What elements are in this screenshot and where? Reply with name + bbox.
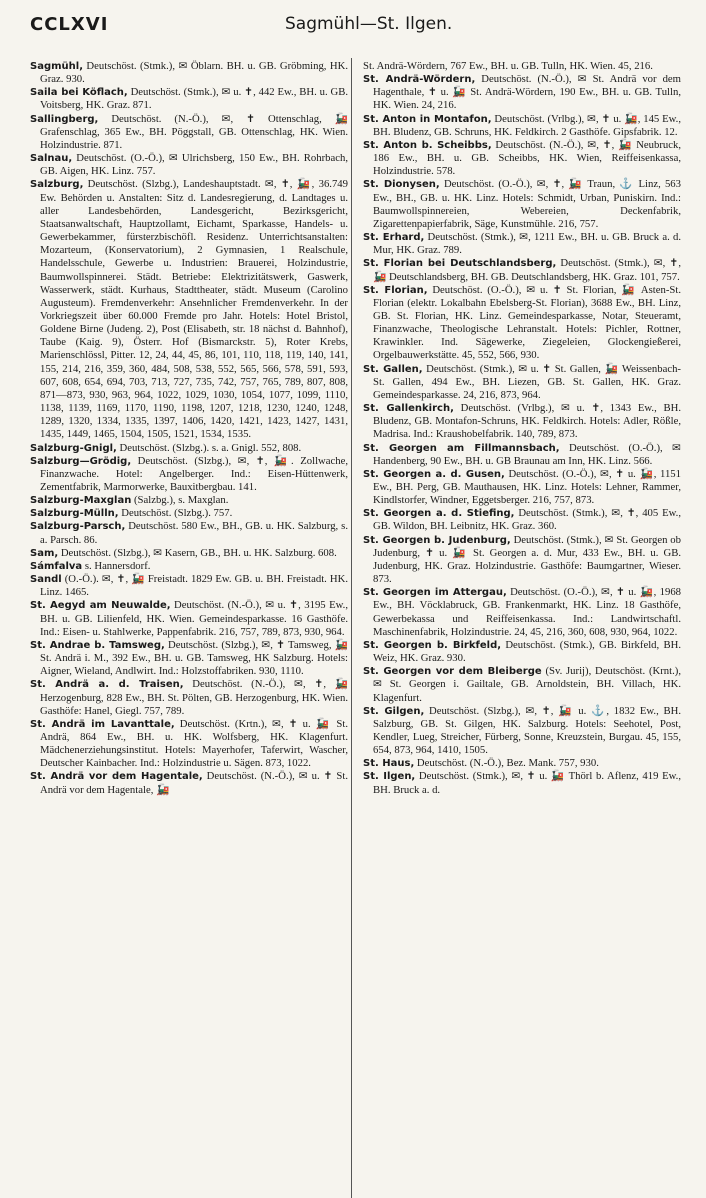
entry-text: Deutschöst. (Stmk.), ✉ u. ✝ St. Gallen, 🚂 Weissenbach-St. Gallen, 494 Ew., BH. Liezen, GB. St. Gallen, HK. Graz. Gemeindesparkasse. 24, 216, 873, 964. (373, 362, 681, 401)
gazetteer-entry (363, 468, 681, 507)
entry-text: (Sv. Jurij), Deutschöst. (Krnt.), ✉ St. Georgen i. Gailtale, GB. Arnoldstein, BH. Villach, HK. Klagenfurt. (373, 665, 681, 704)
entry-text: Deutschöst. (Slzbg.), Landeshauptstadt. ✉, ✝, 🚂, 36.749 Ew. Behörden u. Anstalten: Sitz d. Landesregierung, d. Landtages u. aller Landesbehörden, Landesgericht, Bezirksgericht, Staatsanwaltschaft, Hauptzollamt, Eichamt, Sparkasse, Handels- u. Gewerbekammer, fürsterzbischöfl. Residenz. Unterrichtsanstalten: Mozarteum, (Konservatorium), 2 Gymnasien, 1 Realschule, Handelsschule, Gewerbe u. Industrien: Brauerei, Holzindustrie, Baumwollspinnerei. Städt. Betriebe: Elektrizitätswerk, Gaswerk, Wasserwerk, städt. Kurhaus, Stadttheater, städt. Museum (Carolino Augusteum). Fremdenverkehr: Ansehnlicher Fremdenverkehr. In der Vorkriegszeit über 60.000 Fremde pro Jahr. Hotels: Hotel Bristol, Goldene Birne (Judeng. 2), Post (Elisabeth, str. 18 nächst d. Bahnhof), Taube (Kaig. 9), Österr. Hof (Bismarckstr. 5), Roter Krebs, Marienschlössl, Pitter. 12, 24, 44, 45, 86, 101, 110, 118, 119, 140, 141, 155, 214, 216, 359, 360, 484, 508, 538, 552, 565, 566, 578, 591, 593, 607, 608, 654, 694, 703, 713, 727, 735, 742, 757, 765, 789, 807, 808, 871—873, 930, 963, 964, 1022, 1029, 1030, 1054, 1077, 1099, 1110, 1138, 1139, 1169, 1170, 1190, 1198, 1207, 1218, 1230, 1240, 1248, 1289, 1320, 1334, 1335, 1397, 1406, 1420, 1421, 1423, 1427, 1431, 1435, 1449, 1465, 1504, 1505, 1521, 1534, 1535. (40, 178, 348, 441)
entry-text: Deutschöst. (Stmk.), ✉ St. Georgen ob Judenburg, ✝ u. 🚂 St. Georgen a. d. Mur, 433 Ew., BH. u. GB. Judenburg, HK. Graz. Holzindustrie. Gasthöfe: Baumgartner, Wieser. 873. (373, 533, 681, 586)
entry-headword: Salzburg-Gnigl, (30, 442, 117, 454)
entry-headword: Saila bei Köflach, (30, 87, 128, 99)
gazetteer-entry (30, 678, 348, 717)
entry-text: Deutschöst. (Stmk.), ✉ Öblarn. BH. u. GB. Gröbming, HK. Graz. 930. (40, 60, 348, 86)
entry-headword: St. Georgen a. d. Stiefing, (363, 508, 515, 520)
gazetteer-entry (363, 363, 681, 402)
entry-headword: St. Gallen, (363, 363, 423, 375)
entry-text: St. Andrä-Wördern, 767 Ew., BH. u. GB. Tulln, HK. Wien. 45, 216. (363, 60, 653, 72)
entry-headword: St. Anton in Montafon, (363, 113, 492, 125)
entry-text: Deutschöst. 580 Ew., BH., GB. u. HK. Salzburg, s. a. Parsch. 86. (40, 520, 348, 546)
gazetteer-entry (363, 639, 681, 665)
entry-headword: Salzburg, (30, 179, 84, 191)
entry-text: Deutschöst. (O.-Ö.), ✉ Handenberg, 90 Ew., BH. u. GB Braunau am Inn, HK. Linz. 566. (373, 441, 682, 467)
entry-headword: Salzburg-Parsch, (30, 521, 126, 533)
gazetteer-entry (30, 455, 348, 494)
entry-text: Deutschöst. (N.-Ö.), ✉ u. ✝, 3195 Ew., BH. u. GB. Lilienfeld, HK. Wien. Gemeindesparkasse. 16 Gasthöfe. Ind.: Eisen- u. Stahlwerke, Pappenfabrik. 216, 757, 789, 873, 930, 964. (40, 599, 348, 638)
entry-text: Deutschöst. (Vrlbg.), ✉, ✝ u. 🚂, 145 Ew., BH. Bludenz, GB. Schruns, HK. Feldkirch. 2 Gasthöfe. Gipsfabrik. 12. (373, 112, 682, 138)
gazetteer-entry (363, 534, 681, 587)
gazetteer-entry (30, 718, 348, 771)
entry-headword: St. Georgen am Fillmannsbach, (363, 442, 560, 454)
gazetteer-entry (30, 86, 348, 112)
entry-headword: St. Anton b. Scheibbs, (363, 139, 492, 151)
entry-headword: St. Gallenkirch, (363, 403, 454, 415)
entry-text: Deutschöst. (N.-Ö.), ✉, ✝ Ottenschlag, 🚂 Grafenschlag, 365 Ew., BH. Pöggstall, GB. Ottenschlag, HK. Wien. Holzindustrie. 871. (40, 112, 349, 151)
entry-text: Deutschöst. (Slzbg.), ✉, ✝, 🚂 u. ⚓, 1832 Ew., BH. Salzburg, GB. St. Gilgen, HK. Salzburg. Hotels: Seehotel, Post, Kendler, Lueg, Streicher, Fürberg, Sonne, Kreuzstein, Burgau. 45, 155, 654, 873, 964, 1410, 1505. (373, 704, 681, 757)
page-header (30, 14, 680, 40)
entry-text: Deutschöst. (Slzbg.), ✉ Kasern, GB., BH. u. HK. Salzburg. 608. (60, 546, 337, 559)
gazetteer-entry (30, 178, 348, 441)
entry-text: Deutschöst. (Stmk.), ✉, 1211 Ew., BH. u. GB. Bruck a. d. Mur, HK. Graz. 789. (373, 231, 681, 257)
entry-headword: St. Georgen vor dem Bleiberge (363, 666, 542, 678)
entry-text: Deutschöst. (O.-Ö.), ✉ u. ✝ St. Florian, 🚂 Asten-St. Florian (elektr. Lokalbahn Ebelsberg-St. Florian), 3688 Ew., BH. Linz, GB. St. Florian, HK. Linz. Gemeindesparkasse, Notar, Steueramt, Finanzwache, Theologische Lehranstalt. Hotels: Pichler, Rottner, Krawinkler. Ind. Sägewerke, Ziegeleien, Glockengießerei, Orgelbauwerkstätte. 45, 552, 566, 930. (373, 283, 681, 362)
entry-text: Deutschöst. (N.-Ö.), ✉ u. ✝ St. Andrä vor dem Hagentale, 🚂 (40, 770, 348, 796)
entry-text: Deutschöst. (O.-Ö.), ✉ Ulrichsberg, 150 Ew., BH. Rohrbach, GB. Aigen, HK. Linz. 757. (40, 152, 348, 178)
entry-text: (O.-Ö.). ✉, ✝, 🚂 Freistadt. 1829 Ew. GB. u. BH. Freistadt. HK. Linz. 1465. (40, 573, 348, 599)
entry-headword: Sandl (30, 574, 62, 586)
entry-text: Deutschöst. (Stmk.), ✉, ✝, 405 Ew., GB. Wildon, BH. Leibnitz, HK. Graz. 360. (373, 507, 681, 533)
entry-text: Deutschöst. (Stmk.), ✉, ✝ u. 🚂 Thörl b. Aflenz, 419 Ew., BH. Bruck a. d. (373, 770, 681, 796)
entry-text: s. Hannersdorf. (84, 559, 151, 572)
entry-headword: St. Andrä vor dem Hagentale, (30, 771, 203, 783)
left-column (30, 60, 348, 797)
entry-text: Deutschöst. (O.-Ö.), ✉, ✝ u. 🚂, 1151 Ew., BH. Perg, GB. Mauthausen, HK. Linz. Hotels: Lehner, Rammer, Kindlstorfer, Windner, Eggetsberger. 216, 757, 873. (373, 467, 681, 507)
entry-text: Deutschöst. (Slzbg.). s. a. Gnigl. 552, 808. (119, 441, 302, 454)
entry-headword: Salzburg—Grödig, (30, 455, 132, 467)
gazetteer-entry (363, 770, 681, 796)
gazetteer-entry (363, 442, 681, 468)
gazetteer-entry (30, 573, 348, 599)
gazetteer-entry (30, 113, 348, 152)
entry-headword: St. Erhard, (363, 232, 425, 244)
entry-text: Deutschöst. (Krtn.), ✉, ✝ u. 🚂 St. Andrä, 864 Ew., BH. u. HK. Wolfsberg, HK. Klagenfurt. Mädchenerziehungsinstitut. Hotels: Mayerhofer, Taferwirt, Wascher, Deutscher Kainbacher. Ind.: Holzindustrie u. Sägen. 873, 1022. (40, 717, 349, 770)
gazetteer-entry (30, 494, 348, 507)
gazetteer-entry (30, 507, 348, 520)
gazetteer-entry (30, 520, 348, 546)
entry-text: Deutschöst. (Vrlbg.), ✉ u. ✝, 1343 Ew., BH. Bludenz, GB. Montafon-Schruns, HK. Feldkirch. Hotels: Adler, Rößle, Madrisa. Ind.: Kraushobelfabrik. 140, 789, 873. (373, 402, 681, 441)
gazetteer-entry (363, 113, 681, 139)
gazetteer-entry (363, 284, 681, 363)
entry-headword: St. Andrae b. Tamsweg, (30, 639, 165, 651)
right-column (363, 60, 681, 797)
running-title: Sagmühl—St. Ilgen. (285, 14, 453, 34)
entry-headword: Sámfalva (30, 560, 83, 572)
entry-text: Deutschöst. (Stmk.), ✉, ✝, 🚂 Deutschlandsberg, BH. GB. Deutschlandsberg, HK. Graz. 101, 757. (373, 257, 682, 283)
gazetteer-entry (363, 73, 681, 112)
entry-headword: St. Georgen b. Judenburg, (363, 534, 511, 546)
entry-headword: Sam, (30, 547, 59, 559)
gazetteer-entry (363, 757, 681, 770)
gazetteer-entry (363, 586, 681, 639)
entry-headword: St. Georgen a. d. Gusen, (363, 468, 505, 480)
page-number: CCLXVI (30, 14, 109, 35)
entry-text: (Salzbg.), s. Maxglan. (134, 494, 229, 507)
column-divider (351, 58, 352, 1198)
gazetteer-entry (363, 705, 681, 758)
entry-text: Deutschöst. (N.-Ö.), ✉, ✝, 🚂 Herzogenburg, 828 Ew., BH. St. Pölten, GB. Herzogenburg, HK. Wien. Gasthöfe: Hanel, Giegl. 757, 789. (40, 678, 349, 717)
entry-text: Deutschöst. (Slzbg.), ✉, ✝, 🚂. Zollwache, Finanzwache. Hotel: Angelberger. Ind.: Eisen-Hüttenwerk, Zementfabrik, Marmorwerke, Bauxitbergbau. 141. (40, 454, 349, 493)
entry-text: Deutschöst. (O.-Ö.), ✉, ✝, 🚂 Traun, ⚓ Linz, 563 Ew., BH., GB. u. HK. Linz. Hotels: Schmidt, Urban, Puniskirn. Ind.: Baumwollspinnereien, Webereien, Deckenfabrik, Zigarettenpapierfabrik, Säge, Kunstmühle. 216, 757. (373, 178, 681, 230)
gazetteer-entry (30, 599, 348, 638)
entry-headword: St. Florian, (363, 284, 428, 296)
gazetteer-entry (363, 402, 681, 441)
entry-text: Deutschöst. (N.-Ö.), Bez. Mank. 757, 930. (416, 757, 599, 770)
gazetteer-entry (30, 770, 348, 796)
entry-text: Deutschöst. (N.-Ö.), ✉ St. Andrä vor dem Hagenthale, ✝ u. 🚂 St. Andrä-Wördern, 190 Ew., BH. u. GB. Tulln, HK. Wien. 24, 216. (373, 73, 681, 112)
entry-text: Deutschöst. (Stmk.), GB. Birkfeld, BH. Weiz, HK. Graz. 930. (373, 638, 681, 665)
entry-headword: St. Andrä im Lavanttale, (30, 718, 175, 730)
entry-headword: St. Andrä-Wördern, (363, 74, 476, 86)
entry-text: Deutschöst. (N.-Ö.), ✉, ✝, 🚂 Neubruck, 186 Ew., BH. u. GB. Scheibbs, HK. Wien, Reiffeisenkassa, Holzindustrie. 578. (373, 138, 682, 178)
entry-text: Deutschöst. (Slzbg.). 757. (121, 507, 233, 520)
entry-headword: St. Ilgen, (363, 771, 416, 783)
gazetteer-entry (363, 507, 681, 533)
entry-headword: St. Florian bei Deutschlandsberg, (363, 258, 557, 270)
entry-text: Deutschöst. (O.-Ö.), ✉, ✝ u. 🚂, 1968 Ew., BH. Vöcklabruck, GB. Frankenmarkt, HK. Linz. 18 Gasthöfe, Gewerbekassa und Reiffeisenkassa. Ind.: Landwirtschaftl. Maschinenfabrik, Holzindustrie. 24, 45, 216, 360, 608, 930, 964, 1022. (373, 586, 682, 638)
entry-headword: St. Haus, (363, 758, 415, 770)
entry-headword: St. Dionysen, (363, 179, 440, 191)
gazetteer-entry (363, 178, 681, 231)
gazetteer-entry (363, 231, 681, 257)
gazetteer-entry (30, 639, 348, 678)
entry-headword: St. Gilgen, (363, 705, 425, 717)
gazetteer-entry (363, 60, 681, 73)
entry-headword: Salnau, (30, 153, 73, 165)
gazetteer-entry (30, 547, 348, 560)
gazetteer-entry (30, 560, 348, 573)
entry-headword: St. Andrä a. d. Traisen, (30, 679, 184, 691)
gazetteer-entry (30, 152, 348, 178)
entry-text: Deutschöst. (Slzbg.), ✉, ✝ Tamsweg, 🚂 St. Andrä i. M., 392 Ew., BH. u. GB. Tamsweg, HK Salzburg. Hotels: Aigner, Wieland, Andlwirt. Ind.: Holzstoffabriken. 930, 1110. (40, 638, 348, 678)
entry-headword: St. Georgen b. Birkfeld, (363, 639, 502, 651)
entry-headword: St. Georgen im Attergau, (363, 587, 507, 599)
entry-headword: Sallingberg, (30, 113, 99, 125)
entry-headword: Sagmühl, (30, 61, 83, 72)
entry-text: Deutschöst. (Stmk.), ✉ u. ✝, 442 Ew., BH. u. GB. Voitsberg, HK. Graz. 871. (40, 86, 349, 112)
gazetteer-entry (30, 60, 348, 86)
entry-headword: Salzburg-Maxglan (30, 495, 132, 507)
gazetteer-entry (363, 139, 681, 178)
gazetteer-entry (30, 442, 348, 455)
entry-headword: St. Aegyd am Neuwalde, (30, 600, 171, 612)
gazetteer-entry (363, 257, 681, 283)
entry-headword: Salzburg-Mülln, (30, 508, 119, 520)
gazetteer-entry (363, 665, 681, 704)
